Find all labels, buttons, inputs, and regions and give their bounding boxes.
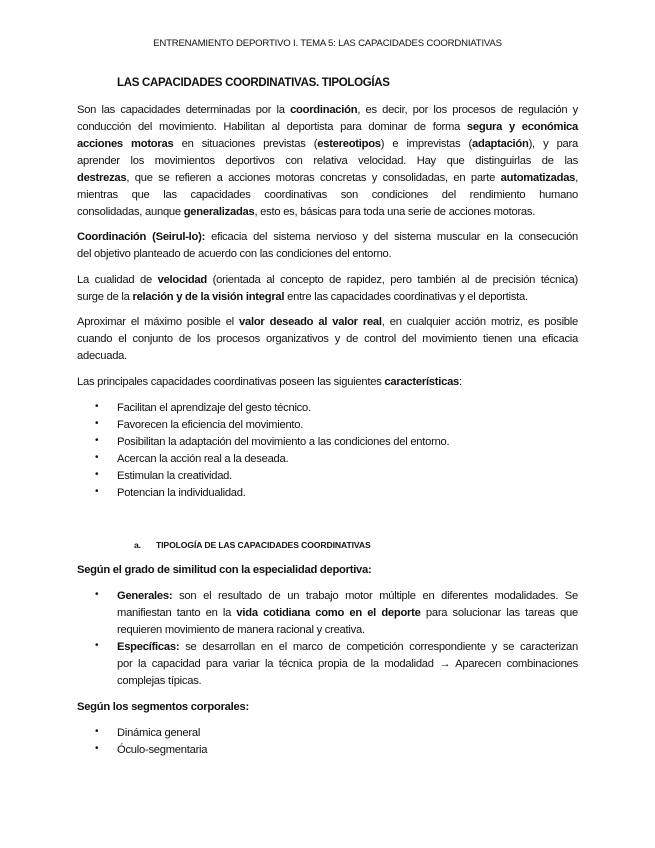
text-run: del objetivo planteado de acuerdo con las condiciones del entorno. [77, 248, 392, 260]
bold-text: Según el grado de similitud con la especialidad deportiva: [77, 564, 372, 576]
bullet-icon: • [95, 589, 99, 600]
text-run: son el resultado de un trabajo motor múltiple en diferentes modalidades. Se [172, 590, 578, 602]
text-run: aprender los movimientos deportivos con relativa velocidad. Hay que distinguirlas de las [77, 155, 578, 167]
text-run: eficacia del sistema nervioso y del sistema muscular en la consecución [205, 231, 578, 243]
running-header: ENTRENAMIENTO DEPORTIVO I. TEMA 5: LAS CAPACIDADES COORDNIATIVAS [153, 38, 502, 49]
text-line [77, 272, 578, 289]
bold-text: características [384, 376, 460, 388]
text-line [77, 170, 578, 187]
bold-text: valor deseado al valor real [239, 316, 382, 328]
text-line [117, 656, 578, 673]
bold-text: acciones motoras [77, 138, 174, 150]
text-run: complejas típicas. [117, 675, 202, 687]
text-line [117, 468, 232, 485]
text-line [117, 451, 288, 468]
text-run: Acercan la acción real a la deseada. [117, 453, 289, 465]
bold-text: segura y económica [466, 121, 578, 133]
text-run: , [575, 172, 578, 184]
text-run: ), y para [528, 138, 578, 150]
text-run: Son las capacidades determinadas por la [77, 104, 291, 116]
bold-text: vida cotidiana como en el deporte [236, 607, 421, 619]
text-run: Posibilitan la adaptación del movimiento a las condiciones del entorno. [117, 436, 450, 448]
text-line [117, 417, 303, 434]
text-line [77, 699, 249, 716]
bullet-icon: • [95, 486, 99, 497]
text-run: cuando el conjunto de los procesos organizativos y de control del movimiento tienen una eficacia [77, 333, 578, 345]
text-run: para solucionar las tareas que [420, 607, 578, 619]
text-line [117, 742, 207, 759]
text-run: (orientada al concepto de rapidez, pero también al de precisión técnica) [206, 274, 578, 286]
text-line [77, 289, 528, 306]
text-line [117, 622, 365, 639]
text-run: adecuada. [77, 350, 128, 362]
text-run: , en cualquier acción motriz, es posible [381, 316, 578, 328]
bullet-icon: • [95, 452, 99, 463]
text-line [77, 314, 578, 331]
text-line [117, 725, 200, 742]
text-run: Facilitan el aprendizaje del gesto técnico. [117, 402, 311, 414]
text-line [117, 605, 578, 622]
text-run: Favorecen la eficiencia del movimiento. [117, 419, 304, 431]
bold-text: automatizadas [500, 172, 576, 184]
text-line [77, 119, 578, 136]
text-run: surge de la [77, 291, 133, 303]
page-title: LAS CAPACIDADES COORDINATIVAS. TIPOLOGÍAS [117, 77, 390, 89]
text-run: mientras que las capacidades coordinativas son condiciones del rendimiento humano [77, 189, 578, 201]
bold-text: destrezas [77, 172, 127, 184]
text-line [77, 204, 535, 221]
text-run: Dinámica general [117, 727, 201, 739]
text-line [117, 400, 311, 417]
text-line [77, 331, 578, 348]
text-line [77, 348, 127, 365]
text-run: Estimulan la creatividad. [117, 470, 233, 482]
bullet-icon: • [95, 401, 99, 412]
text-line [117, 639, 578, 656]
text-line [117, 434, 449, 451]
text-run: consolidadas, aunque [77, 206, 184, 218]
text-line [77, 187, 578, 204]
section-marker: a. [134, 540, 141, 550]
text-run: Óculo-segmentaria [117, 744, 208, 756]
text-line [77, 229, 578, 246]
section-heading: TIPOLOGÍA DE LAS CAPACIDADES COORDINATIVAS [156, 540, 371, 550]
text-run: Aproximar el máximo posible el [77, 316, 240, 328]
text-line [77, 246, 391, 263]
text-run: , esto es, básicas para toda una serie de acciones motoras. [254, 206, 536, 218]
text-run: , es decir, por los procesos de regulación y [357, 104, 578, 116]
text-run: en situaciones previstas ( [173, 138, 318, 150]
text-run: Potencian la individualidad. [117, 487, 246, 499]
text-run: requieren movimiento de manera racional y creativa. [117, 624, 365, 636]
bold-text: adaptación [472, 138, 529, 150]
text-run: ) e imprevistas ( [380, 138, 473, 150]
text-line [77, 102, 578, 119]
bold-text: Específicas: [117, 641, 180, 653]
text-run: , que se refieren a acciones motoras concretas y consolidadas, en parte [126, 172, 501, 184]
bullet-icon: • [95, 469, 99, 480]
text-run: entre las capacidades coordinativas y el deportista. [284, 291, 528, 303]
text-line [117, 673, 201, 690]
bold-text: Coordinación (Seirul-lo): [77, 231, 206, 243]
bold-text: Generales: [117, 590, 173, 602]
text-line [77, 136, 578, 153]
text-run: Las principales capacidades coordinativas poseen las siguientes [77, 376, 385, 388]
text-run: manifiestan tanto en la [117, 607, 237, 619]
text-line [117, 485, 246, 502]
bullet-icon: • [95, 743, 99, 754]
bullet-icon: • [95, 418, 99, 429]
bullet-icon: • [95, 726, 99, 737]
text-run: : [459, 376, 462, 388]
text-run: por la capacidad para variar la técnica propia de la modalidad → Aparecen combinaciones [117, 658, 578, 670]
bold-text: estereotipos [317, 138, 381, 150]
bullet-icon: • [95, 435, 99, 446]
text-run: conducción del movimiento. Habilitan al deportista para dominar de forma [77, 121, 467, 133]
bold-text: relación y de la visión integral [132, 291, 285, 303]
bold-text: generalizadas [183, 206, 255, 218]
bold-text: velocidad [157, 274, 207, 286]
text-line [77, 562, 371, 579]
text-run: se desarrollan en el marco de competición correspondiente y se caracterizan [179, 641, 578, 653]
bullet-icon: • [95, 640, 99, 651]
bold-text: coordinación [290, 104, 358, 116]
text-line [117, 588, 578, 605]
bold-text: Según los segmentos corporales: [77, 701, 249, 713]
text-run: La cualidad de [77, 274, 158, 286]
text-line [77, 153, 578, 170]
text-line [77, 374, 462, 391]
